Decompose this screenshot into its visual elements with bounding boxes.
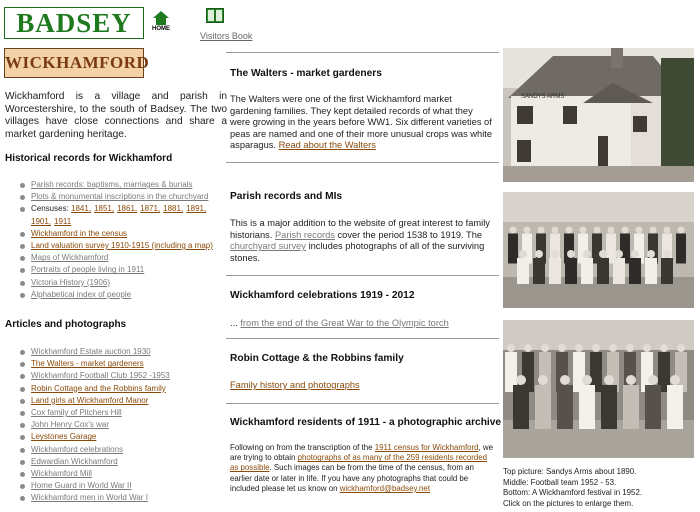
link-census-1881[interactable]: 1881, bbox=[163, 204, 184, 214]
caption-line: Middle: Football team 1952 - 53. bbox=[503, 477, 617, 487]
photo-figure-body bbox=[557, 385, 573, 429]
photo-figure-body bbox=[579, 385, 595, 429]
bullet-icon bbox=[20, 244, 25, 249]
photo-figure-body bbox=[645, 385, 661, 429]
bullet-icon bbox=[20, 232, 25, 237]
photo-figure-head bbox=[552, 227, 559, 234]
bullet-icon bbox=[20, 374, 25, 379]
caption-line: Bottom: A Wickhamford festival in 1952. bbox=[503, 488, 643, 497]
walters-text bbox=[230, 94, 495, 152]
photo-figure-head bbox=[583, 250, 591, 258]
list-item bbox=[20, 431, 225, 443]
photo-figure-head bbox=[677, 344, 685, 352]
badsey-logo[interactable]: BADSEY bbox=[4, 7, 144, 39]
photo-figure-head bbox=[524, 227, 531, 234]
list-item bbox=[20, 216, 225, 228]
photo-figure-head bbox=[541, 344, 549, 352]
photo-figure-head bbox=[538, 227, 545, 234]
bullet-icon bbox=[20, 256, 25, 261]
list-item bbox=[20, 383, 225, 395]
robin-family-link[interactable]: Family history and photographs bbox=[230, 380, 360, 390]
photo-figure-head bbox=[626, 344, 634, 352]
list-item bbox=[20, 492, 225, 504]
celebrations-link[interactable]: from the end of the Great War to the Olympic torch bbox=[240, 318, 449, 328]
list-item bbox=[20, 264, 225, 276]
bullet-icon bbox=[20, 448, 25, 453]
residents-text bbox=[230, 443, 495, 494]
photo-figure-head bbox=[507, 344, 515, 352]
photo-figure-head bbox=[650, 227, 657, 234]
photo-figure-head bbox=[551, 250, 559, 258]
visitors-book-link[interactable] bbox=[200, 8, 270, 41]
photo-figure-head bbox=[592, 344, 600, 352]
photo-figure-body bbox=[597, 258, 609, 284]
celebrations-ellipsis: ... bbox=[230, 318, 238, 328]
divider bbox=[226, 403, 499, 404]
bullet-icon bbox=[20, 195, 25, 200]
sandys-arms-sign: SANDYS ARMS bbox=[521, 94, 565, 100]
link-celebrations[interactable]: Wickhamford celebrations bbox=[31, 444, 124, 454]
link-portraits[interactable]: Portraits of people living in 1911 bbox=[31, 265, 145, 275]
photo-figure-body bbox=[661, 258, 673, 284]
photo-figure-body bbox=[645, 258, 657, 284]
list-item bbox=[20, 370, 225, 382]
photo-figure-head bbox=[631, 250, 639, 258]
caption-line: Top picture: Sandys Arms about 1890. bbox=[503, 467, 637, 476]
photo-figure-head bbox=[510, 227, 517, 234]
read-walters-link[interactable]: Read about the Walters bbox=[278, 140, 376, 151]
photo-figure-head bbox=[647, 250, 655, 258]
list-item bbox=[20, 407, 225, 419]
censuses-label: Censuses: bbox=[31, 204, 69, 214]
link-mill[interactable]: Wickhamford Mill bbox=[31, 469, 92, 479]
list-item bbox=[20, 203, 225, 215]
celebrations-text bbox=[230, 318, 495, 330]
list-item bbox=[20, 456, 225, 468]
bullet-icon bbox=[20, 281, 25, 286]
photo-figure-body bbox=[565, 258, 577, 284]
robin-heading: Robin Cottage & the Robbins family bbox=[230, 353, 404, 364]
photo-figure-head bbox=[609, 344, 617, 352]
link-leystones-garage[interactable]: Leystones Garage bbox=[31, 432, 97, 442]
photo-figure-head bbox=[558, 344, 566, 352]
residents-body-3: . Such images can be from the time of the census, from an earlier date or later in life. If you have any photographs that could be included please let us know on bbox=[230, 463, 474, 493]
link-cox-family[interactable]: Cox family of Pitchers Hill bbox=[31, 408, 122, 418]
photo-figure-body bbox=[517, 258, 529, 284]
link-land-girls[interactable]: Land girls at Wickhamford Manor bbox=[31, 395, 149, 405]
bullet-icon bbox=[20, 399, 25, 404]
photo-figure-body bbox=[549, 258, 561, 284]
list-item bbox=[20, 480, 225, 492]
photo-figure-head bbox=[636, 227, 643, 234]
list-item bbox=[20, 419, 225, 431]
churchyard-survey-link[interactable]: churchyard survey bbox=[230, 241, 306, 252]
photo-figure-head bbox=[678, 227, 685, 234]
photo-figure-body bbox=[623, 385, 639, 429]
photo-figure-body bbox=[601, 385, 617, 429]
link-walters[interactable]: The Walters - market gardeners bbox=[31, 359, 144, 369]
link-census-1861[interactable]: 1861, bbox=[117, 204, 138, 214]
list-item bbox=[20, 358, 225, 370]
residents-body-1: Following on from the transcription of the bbox=[230, 443, 373, 452]
photo-figure-head bbox=[622, 227, 629, 234]
wickhamford-logo[interactable]: WICKHAMFORD bbox=[4, 48, 144, 78]
intro-text: Wickhamford is a village and parish in Worcestershire, to the south of Badsey. The two villages have close connections and share a market gardening heritage. bbox=[5, 91, 227, 140]
photo-figure-head bbox=[615, 250, 623, 258]
photo-figure-head bbox=[643, 344, 651, 352]
home-link[interactable] bbox=[148, 11, 174, 37]
link-home-guard[interactable]: Home Guard in World War II bbox=[31, 481, 132, 491]
link-census-1891[interactable]: 1891, bbox=[186, 204, 207, 214]
link-plots-inscriptions[interactable]: Plots & monumental inscriptions in the churchyard bbox=[31, 192, 209, 202]
bullet-icon bbox=[20, 387, 25, 392]
bullet-icon bbox=[20, 350, 25, 355]
historical-records-heading: Historical records for Wickhamford bbox=[5, 153, 173, 164]
photo-figure-body bbox=[667, 385, 683, 429]
photo-figure-head bbox=[575, 344, 583, 352]
parish-body-1: This is a major addition to the website of great interest to family historians. bbox=[230, 218, 490, 240]
list-item bbox=[20, 289, 225, 301]
photo-figure-head bbox=[524, 344, 532, 352]
bullet-icon bbox=[20, 496, 25, 501]
bullet-icon bbox=[20, 207, 25, 212]
link-ww1-men[interactable]: Wickhamford men in World War I bbox=[31, 493, 148, 503]
list-item bbox=[20, 228, 225, 240]
divider bbox=[226, 52, 499, 53]
list-item bbox=[20, 240, 225, 252]
list-item bbox=[20, 395, 225, 407]
book-icon bbox=[206, 8, 224, 23]
historical-records-list bbox=[20, 179, 225, 301]
residents-photos-link[interactable]: photographs of as many of the 259 residents recorded as possible bbox=[230, 453, 488, 473]
photo-figure-body bbox=[676, 234, 686, 264]
parish-text bbox=[230, 218, 495, 264]
photo-figure-head bbox=[626, 375, 636, 385]
photo-figure-head bbox=[580, 227, 587, 234]
walters-heading: The Walters - market gardeners bbox=[230, 68, 382, 79]
articles-heading: Articles and photographs bbox=[5, 319, 127, 330]
divider bbox=[226, 338, 499, 339]
link-census-1871[interactable]: 1871, bbox=[140, 204, 161, 214]
articles-list bbox=[20, 346, 225, 505]
census-1911-link[interactable]: 1911 census for Wickhamford bbox=[374, 443, 479, 452]
bullet-icon bbox=[20, 362, 25, 367]
photo-sandys-arms[interactable] bbox=[503, 48, 694, 182]
list-item bbox=[20, 191, 225, 203]
link-cox-war[interactable]: John Henry Cox's war bbox=[31, 420, 109, 430]
link-census-1911[interactable]: 1911 bbox=[54, 216, 72, 226]
photo-figure-body bbox=[513, 385, 529, 429]
photo-figure-head bbox=[663, 250, 671, 258]
bullet-icon bbox=[20, 411, 25, 416]
parish-records-link[interactable]: Parish records bbox=[274, 229, 335, 240]
photo-figure-head bbox=[519, 250, 527, 258]
photo-football-team[interactable] bbox=[503, 192, 694, 308]
link-victoria-history[interactable]: Victoria History (1906) bbox=[31, 277, 110, 287]
divider bbox=[226, 162, 499, 163]
divider bbox=[226, 275, 499, 276]
list-item bbox=[20, 179, 225, 191]
photo-figure-head bbox=[535, 250, 543, 258]
photo-caption bbox=[503, 467, 698, 509]
photo-figure-body bbox=[535, 385, 551, 429]
home-icon bbox=[153, 11, 169, 25]
photo-figure-body bbox=[613, 258, 625, 284]
parish-heading: Parish records and MIs bbox=[230, 191, 343, 202]
photo-figure-head bbox=[538, 375, 548, 385]
bullet-icon bbox=[20, 484, 25, 489]
celebrations-heading: Wickhamford celebrations 1919 - 2012 bbox=[230, 290, 415, 301]
visitors-book-label: Visitors Book bbox=[200, 31, 253, 41]
photo-figure-head bbox=[516, 375, 526, 385]
photo-figure-head bbox=[648, 375, 658, 385]
link-parish-records[interactable]: Parish records: baptisms, marriages & burials bbox=[31, 180, 193, 189]
link-census[interactable]: Wickhamford in the census bbox=[31, 228, 128, 238]
bullet-icon bbox=[20, 268, 25, 273]
parish-body-2: cover the period 1538 to 1919. The bbox=[337, 229, 483, 240]
link-estate-auction[interactable]: Wickhamford Estate auction 1930 bbox=[31, 347, 151, 356]
photo-figure-head bbox=[660, 344, 668, 352]
photo-figure-head bbox=[604, 375, 614, 385]
bullet-icon bbox=[20, 472, 25, 477]
caption-line: Click on the pictures to enlarge them. bbox=[503, 498, 634, 508]
photo-figure-head bbox=[566, 227, 573, 234]
bullet-icon bbox=[20, 460, 25, 465]
photo-figure-head bbox=[594, 227, 601, 234]
bullet-icon bbox=[20, 183, 25, 188]
link-robin-cottage[interactable]: Robin Cottage and the Robbins family bbox=[31, 383, 166, 393]
walters-body: The Walters were one of the first Wickhamford market gardening families. They kept detailed records of what they were growing in the years before WW1. Six different varieties of peas are named and one of their more unusual crops was white asparagus. bbox=[230, 94, 493, 151]
list-item bbox=[20, 468, 225, 480]
email-link[interactable]: wickhamford@badsey.net bbox=[339, 483, 431, 493]
photo-festival[interactable] bbox=[503, 320, 694, 458]
photo-figure-head bbox=[608, 227, 615, 234]
link-census-1901[interactable]: 1901, bbox=[31, 216, 52, 226]
list-item bbox=[20, 252, 225, 264]
photo-figure-body bbox=[508, 234, 518, 264]
bullet-icon bbox=[20, 435, 25, 440]
photo-figure-body bbox=[581, 258, 593, 284]
photo-figure-body bbox=[533, 258, 545, 284]
link-edwardian[interactable]: Edwardian Wickhamford bbox=[31, 456, 118, 466]
link-census-1851[interactable]: 1851, bbox=[94, 204, 115, 214]
photo-figure-head bbox=[664, 227, 671, 234]
bullet-icon bbox=[20, 423, 25, 428]
bullet-icon bbox=[20, 293, 25, 298]
link-census-1841[interactable]: 1841, bbox=[71, 204, 92, 214]
residents-body-2: , we are trying to obtain bbox=[230, 443, 494, 463]
photo-figure-body bbox=[629, 258, 641, 284]
photo-figure-head bbox=[560, 375, 570, 385]
robin-text bbox=[230, 380, 495, 392]
list-item bbox=[20, 444, 225, 456]
link-maps[interactable]: Maps of Wickhamford bbox=[31, 253, 109, 263]
link-index-people[interactable]: Alphabetical index of people bbox=[31, 289, 132, 299]
residents-heading: Wickhamford residents of 1911 - a photographic archive bbox=[230, 417, 502, 428]
link-land-valuation[interactable]: Land valuation survey 1910-1915 (including a map) bbox=[31, 241, 213, 251]
home-label: HOME bbox=[152, 26, 170, 32]
photo-figure-head bbox=[567, 250, 575, 258]
list-item bbox=[20, 346, 225, 358]
photo-figure-head bbox=[599, 250, 607, 258]
link-football-club[interactable]: Wickhamford Football Club 1952 -1953 bbox=[31, 371, 170, 381]
list-item bbox=[20, 277, 225, 289]
parish-body-3: includes photographs of all of the surviving stones. bbox=[230, 241, 485, 263]
photo-figure-head bbox=[582, 375, 592, 385]
photo-figure-head bbox=[670, 375, 680, 385]
